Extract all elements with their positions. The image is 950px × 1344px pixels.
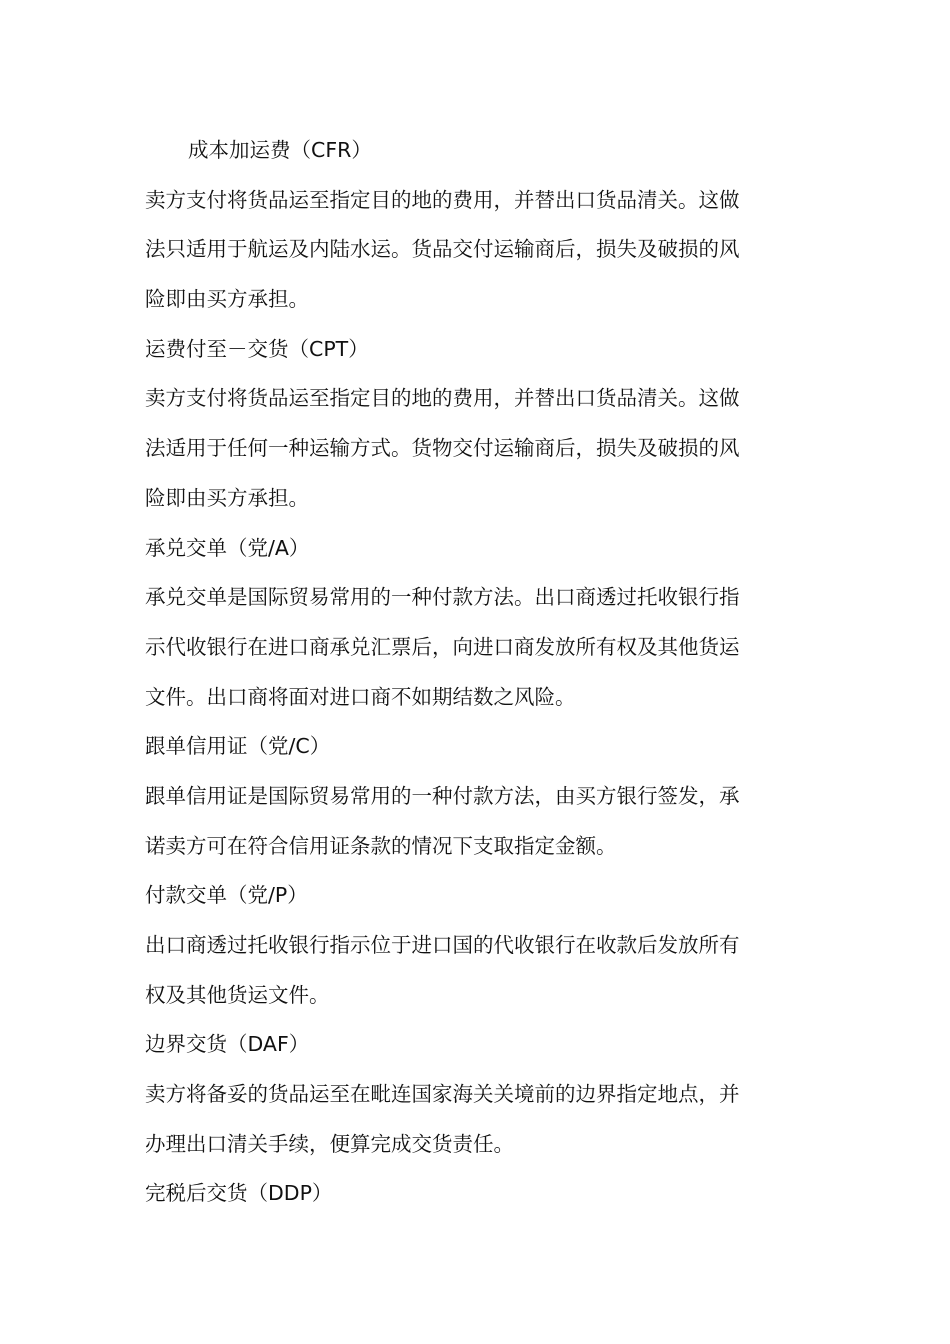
- paragraph-line: 法适用于任何一种运输方式。货物交付运输商后，损失及破损的风: [145, 436, 740, 461]
- paragraph-line: 卖方支付将货品运至指定目的地的费用，并替出口货品清关。这做: [145, 386, 740, 411]
- paragraph-line: 诺卖方可在符合信用证条款的情况下支取指定金额。: [145, 833, 617, 858]
- paragraph-line: 办理出口清关手续，便算完成交货责任。: [145, 1131, 514, 1156]
- paragraph-line: 承兑交单是国际贸易常用的一种付款方法。出口商透过托收银行指: [145, 585, 740, 610]
- paragraph-line: 险即由买方承担。: [145, 287, 309, 312]
- paragraph-line: 跟单信用证是国际贸易常用的一种付款方法，由买方银行签发，承: [145, 783, 740, 808]
- paragraph-line: 文件。出口商将面对进口商不如期结数之风险。: [145, 684, 576, 709]
- document-body: [145, 126, 810, 1219]
- paragraph-line: 出口商透过托收银行指示位于进口国的代收银行在收款后发放所有: [145, 933, 740, 957]
- section-heading-dp: 付款交单（党/P）: [145, 883, 308, 908]
- paragraph-line: 权及其他货运文件。: [145, 982, 330, 1007]
- paragraph-line: 示代收银行在进口商承兑汇票后，向进口商发放所有权及其他货运: [145, 634, 740, 659]
- section-heading-ddp: 完税后交货（DDP）: [145, 1181, 333, 1206]
- section-heading-cpt: 运费付至－交货（CPT）: [145, 336, 369, 361]
- section-heading-daf: 边界交货（DAF）: [145, 1032, 310, 1057]
- paragraph-line: 险即由买方承担。: [145, 485, 309, 510]
- paragraph-line: 卖方将备妥的货品运至在毗连国家海关关境前的边界指定地点，并: [145, 1082, 740, 1107]
- section-heading-da: 承兑交单（党/A）: [145, 535, 310, 560]
- paragraph-line: 卖方支付将货品运至指定目的地的费用，并替出口货品清关。这做: [145, 187, 740, 212]
- section-heading-lc: 跟单信用证（党/C）: [145, 734, 331, 759]
- paragraph-line: 法只适用于航运及内陆水运。货品交付运输商后，损失及破损的风: [145, 237, 740, 262]
- section-heading-cfr: 成本加运费（CFR）: [188, 138, 372, 162]
